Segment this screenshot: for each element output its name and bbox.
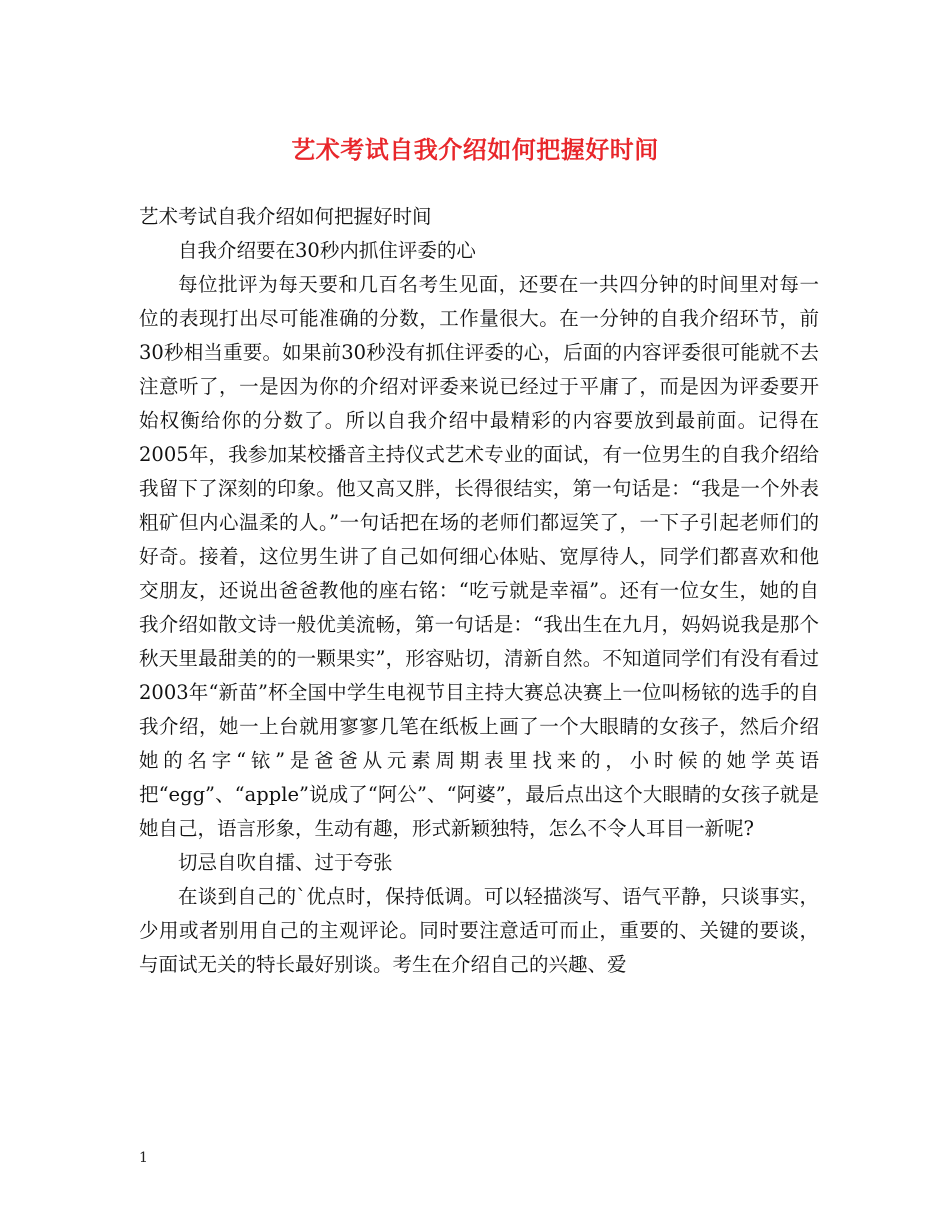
paragraph-heading: 艺术考试自我介绍如何把握好时间 bbox=[139, 205, 432, 228]
document-body bbox=[139, 200, 819, 982]
section-heading-30-seconds: 自我介绍要在30秒内抓住评委的心 bbox=[178, 239, 476, 262]
section-heading-no-boasting: 切忌自吹自擂、过于夸张 bbox=[178, 851, 393, 874]
page-number: 1 bbox=[139, 1150, 148, 1166]
paragraph-advice: 在谈到自己的`优点时，保持低调。可以轻描淡写、语气平静，只谈事实，少用或者别用自己的主观评论。同时要注意适可而止，重要的、关键的要谈，与面试无关的特长最好别谈。考生在介绍自己的兴趣、爱 bbox=[139, 885, 819, 976]
document-title: 艺术考试自我介绍如何把握好时间 bbox=[291, 136, 659, 164]
paragraph-main: 每位批评为每天要和几百名考生见面，还要在一共四分钟的时间里对每一位的表现打出尽可能准确的分数，工作量很大。在一分钟的自我介绍环节，前30秒相当重要。如果前30秒没有抓住评委的心，后面的内容评委很可能就不去注意听了，一是因为你的介绍对评委来说已经过于平庸了，而是因为评委要开始权衡给你的分数了。所以自我介绍中最精彩的内容要放到最前面。记得在2005年，我参加某校播音主持仪式艺术专业的面试，有一位男生的自我介绍给我留下了深刻的印象。他又高又胖，长得很结实，第一句话是：“我是一个外表粗矿但内心温柔的人。”一句话把在场的老师们都逗笑了，一下子引起老师们的好奇。接着，这位男生讲了自己如何细心体贴、宽厚待人，同学们都喜欢和他交朋友，还说出爸爸教他的座右铭：“吃亏就是幸福”。还有一位女生，她的自我介绍如散文诗一般优美流畅，第一句话是：“我出生在九月，妈妈说我是那个秋天里最甜美的的一颗果实”，形容贴切，清新自然。不知道同学们有没有看过2003年“新苗”杯全国中学生电视节目主持大赛总决赛上一位叫杨铱的选手的自我介绍，她一上台就用寥寥几笔在纸板上画了一个大眼睛的女孩子，然后介绍她的名字“铱”是爸爸从元素周期表里找来的，小时候的她学英语把“egg”、“apple”说成了“阿公”、“阿婆”，最后点出这个大眼睛的女孩子就是她自己，语言形象，生动有趣，形式新颖独特，怎么不令人耳目一新呢? bbox=[139, 273, 819, 840]
